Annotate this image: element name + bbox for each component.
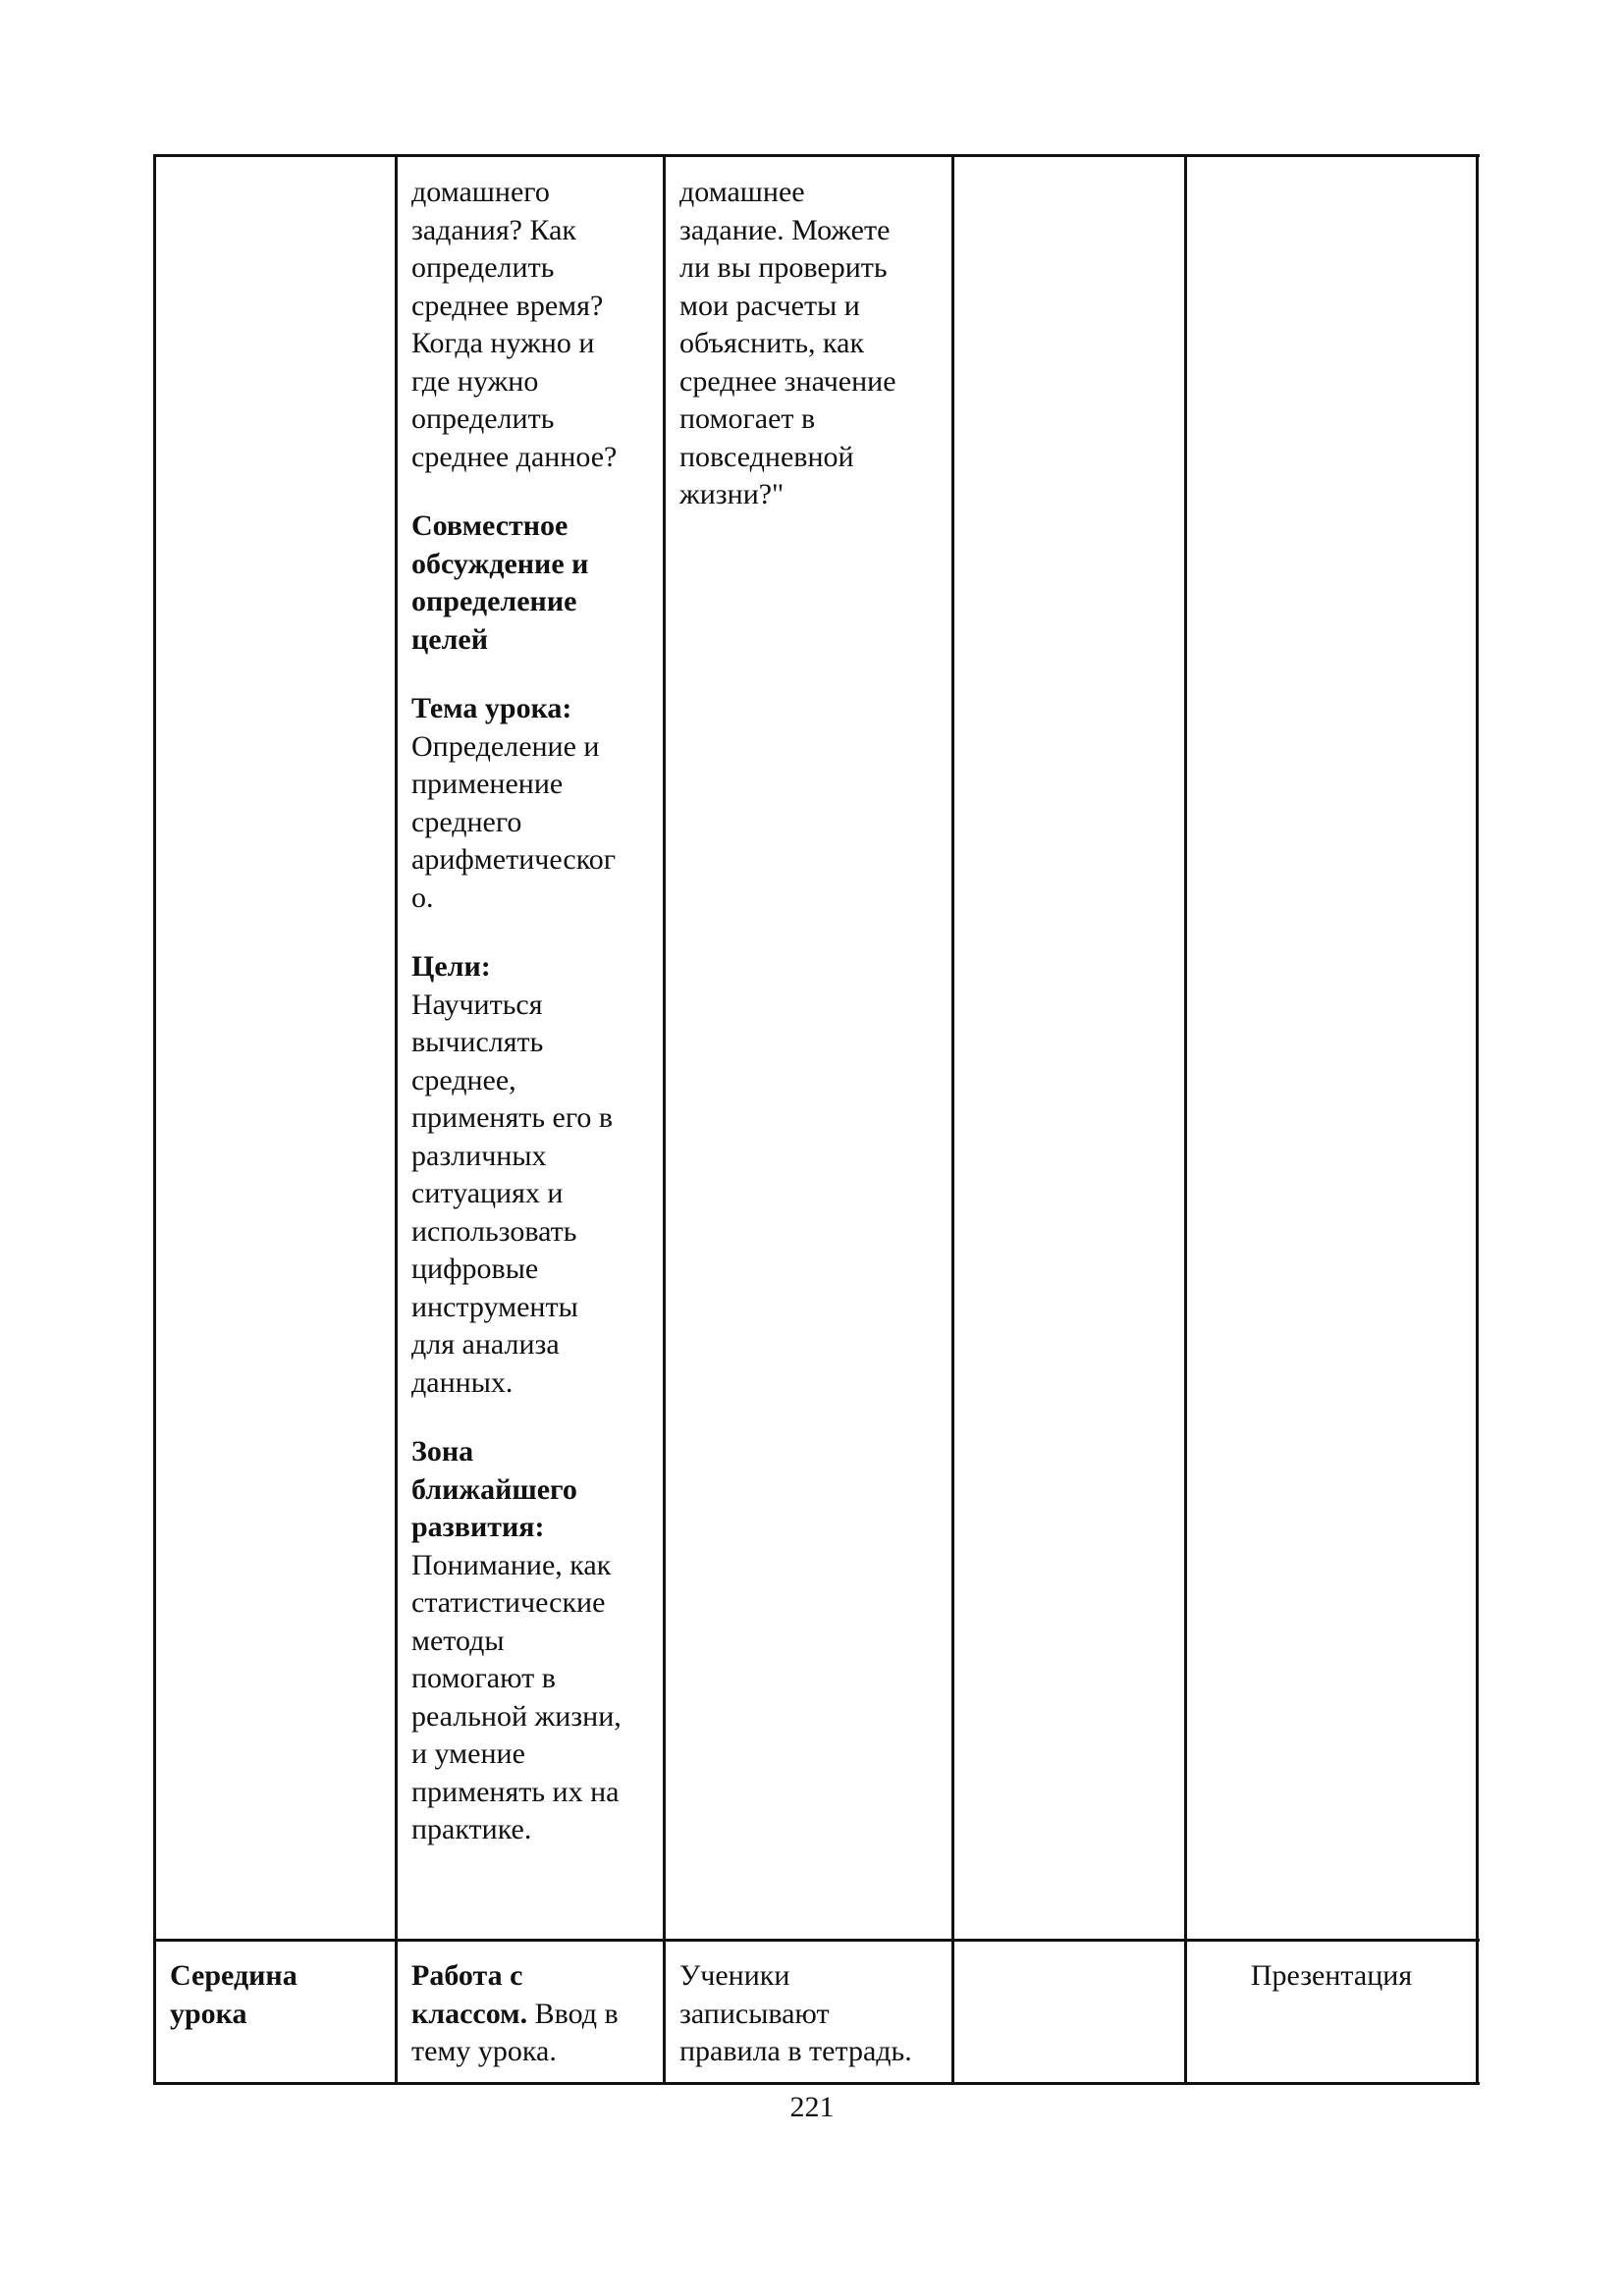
text-line: Ученики [679, 1959, 790, 1992]
text-line: записывают [679, 1997, 830, 2030]
text-line: о. [411, 881, 434, 914]
text-line: жизни?" [679, 478, 785, 510]
text-line: арифметическог [411, 843, 617, 876]
resource-text: Презентация [1250, 1959, 1413, 1992]
text-line: Понимание, как [411, 1548, 612, 1581]
row2-resources-cell [1187, 1957, 1476, 1996]
goals-label: Цели: [411, 950, 491, 983]
lesson-topic [411, 690, 657, 917]
text-line: определить [411, 402, 555, 435]
text-line: среднее, [411, 1063, 516, 1096]
text-line: методы [411, 1624, 505, 1657]
text-line: домашнего [411, 176, 550, 208]
text-line: среднее данное? [411, 440, 618, 473]
bold-text: Работа с [411, 1959, 523, 1992]
col-border-0 [153, 154, 156, 2085]
text-line: задания? Как [411, 213, 576, 246]
text-line: Определение и [411, 729, 600, 763]
zone-label: развития: [411, 1511, 545, 1543]
text-line: Когда нужно и [411, 327, 595, 359]
text-line: Середина [170, 1959, 298, 1992]
proximal-development-zone [411, 1433, 657, 1849]
text-line: ли вы проверить [679, 251, 888, 284]
row1-student-activity-cell [679, 174, 949, 514]
text-line: применять его в [411, 1101, 614, 1134]
text-line: мои расчеты и [679, 289, 860, 322]
text-line: среднее значение [679, 364, 896, 398]
bold-text: классом. [411, 1997, 528, 2030]
text-line: определение [411, 585, 577, 617]
topic-label: Тема урока: [411, 692, 572, 724]
text-line: практике. [411, 1813, 532, 1845]
intro-text [411, 174, 657, 476]
text-line: реальной жизни, [411, 1699, 622, 1733]
row2-stage-cell [170, 1957, 391, 2033]
text-line: правила в тетрадь. [679, 2035, 912, 2067]
text-line: помогают в [411, 1662, 556, 1694]
text-span: Ввод в [527, 1997, 619, 2030]
text-line: где нужно [411, 364, 539, 398]
zone-label: ближайшего [411, 1472, 577, 1506]
text-line: определить [411, 251, 555, 284]
text-line: обсуждение и [411, 547, 589, 580]
col-border-4 [1184, 154, 1187, 2085]
col-border-2 [663, 154, 666, 2085]
table-bottom-border [154, 2082, 1480, 2085]
text-line: среднее время? [411, 289, 604, 322]
text-line: Научиться [411, 988, 543, 1021]
section-heading [411, 507, 657, 659]
text-line: домашнее [679, 176, 805, 208]
text-line: повседневной [679, 440, 854, 473]
text-line: помогает в [679, 402, 816, 435]
text-line: для анализа [411, 1328, 560, 1361]
text-line: и умение [411, 1737, 525, 1770]
table-top-border [154, 154, 1480, 157]
text-line: целей [411, 622, 489, 656]
text-line: вычислять [411, 1026, 544, 1058]
text-line: объяснить, как [679, 327, 865, 359]
row1-activity-cell [411, 174, 657, 1849]
row-divider [154, 1939, 1480, 1942]
text-line: применять их на [411, 1775, 620, 1808]
text-line: урока [170, 1997, 247, 2030]
text-line: статистические [411, 1586, 606, 1619]
text-line: Совместное [411, 509, 568, 542]
zone-label: Зона [411, 1435, 474, 1468]
text-line: задание. Можете [679, 213, 891, 246]
text-line: различных [411, 1139, 547, 1172]
row2-activity-cell [411, 1957, 662, 2071]
text-line: тему урока. [411, 2035, 557, 2067]
col-border-3 [951, 154, 954, 2085]
col-border-1 [395, 154, 398, 2085]
row2-student-activity-cell [679, 1957, 951, 2071]
text-line: использовать [411, 1214, 577, 1248]
lesson-goals [411, 948, 657, 1402]
text-line: данных. [411, 1365, 514, 1399]
text-line: ситуациях и [411, 1177, 564, 1209]
col-border-5 [1476, 154, 1479, 2085]
text-line: цифровые [411, 1253, 539, 1285]
text-line: применение [411, 768, 564, 800]
text-line: инструменты [411, 1290, 578, 1323]
page-number: 221 [789, 2091, 835, 2123]
text-line: среднего [411, 805, 522, 838]
